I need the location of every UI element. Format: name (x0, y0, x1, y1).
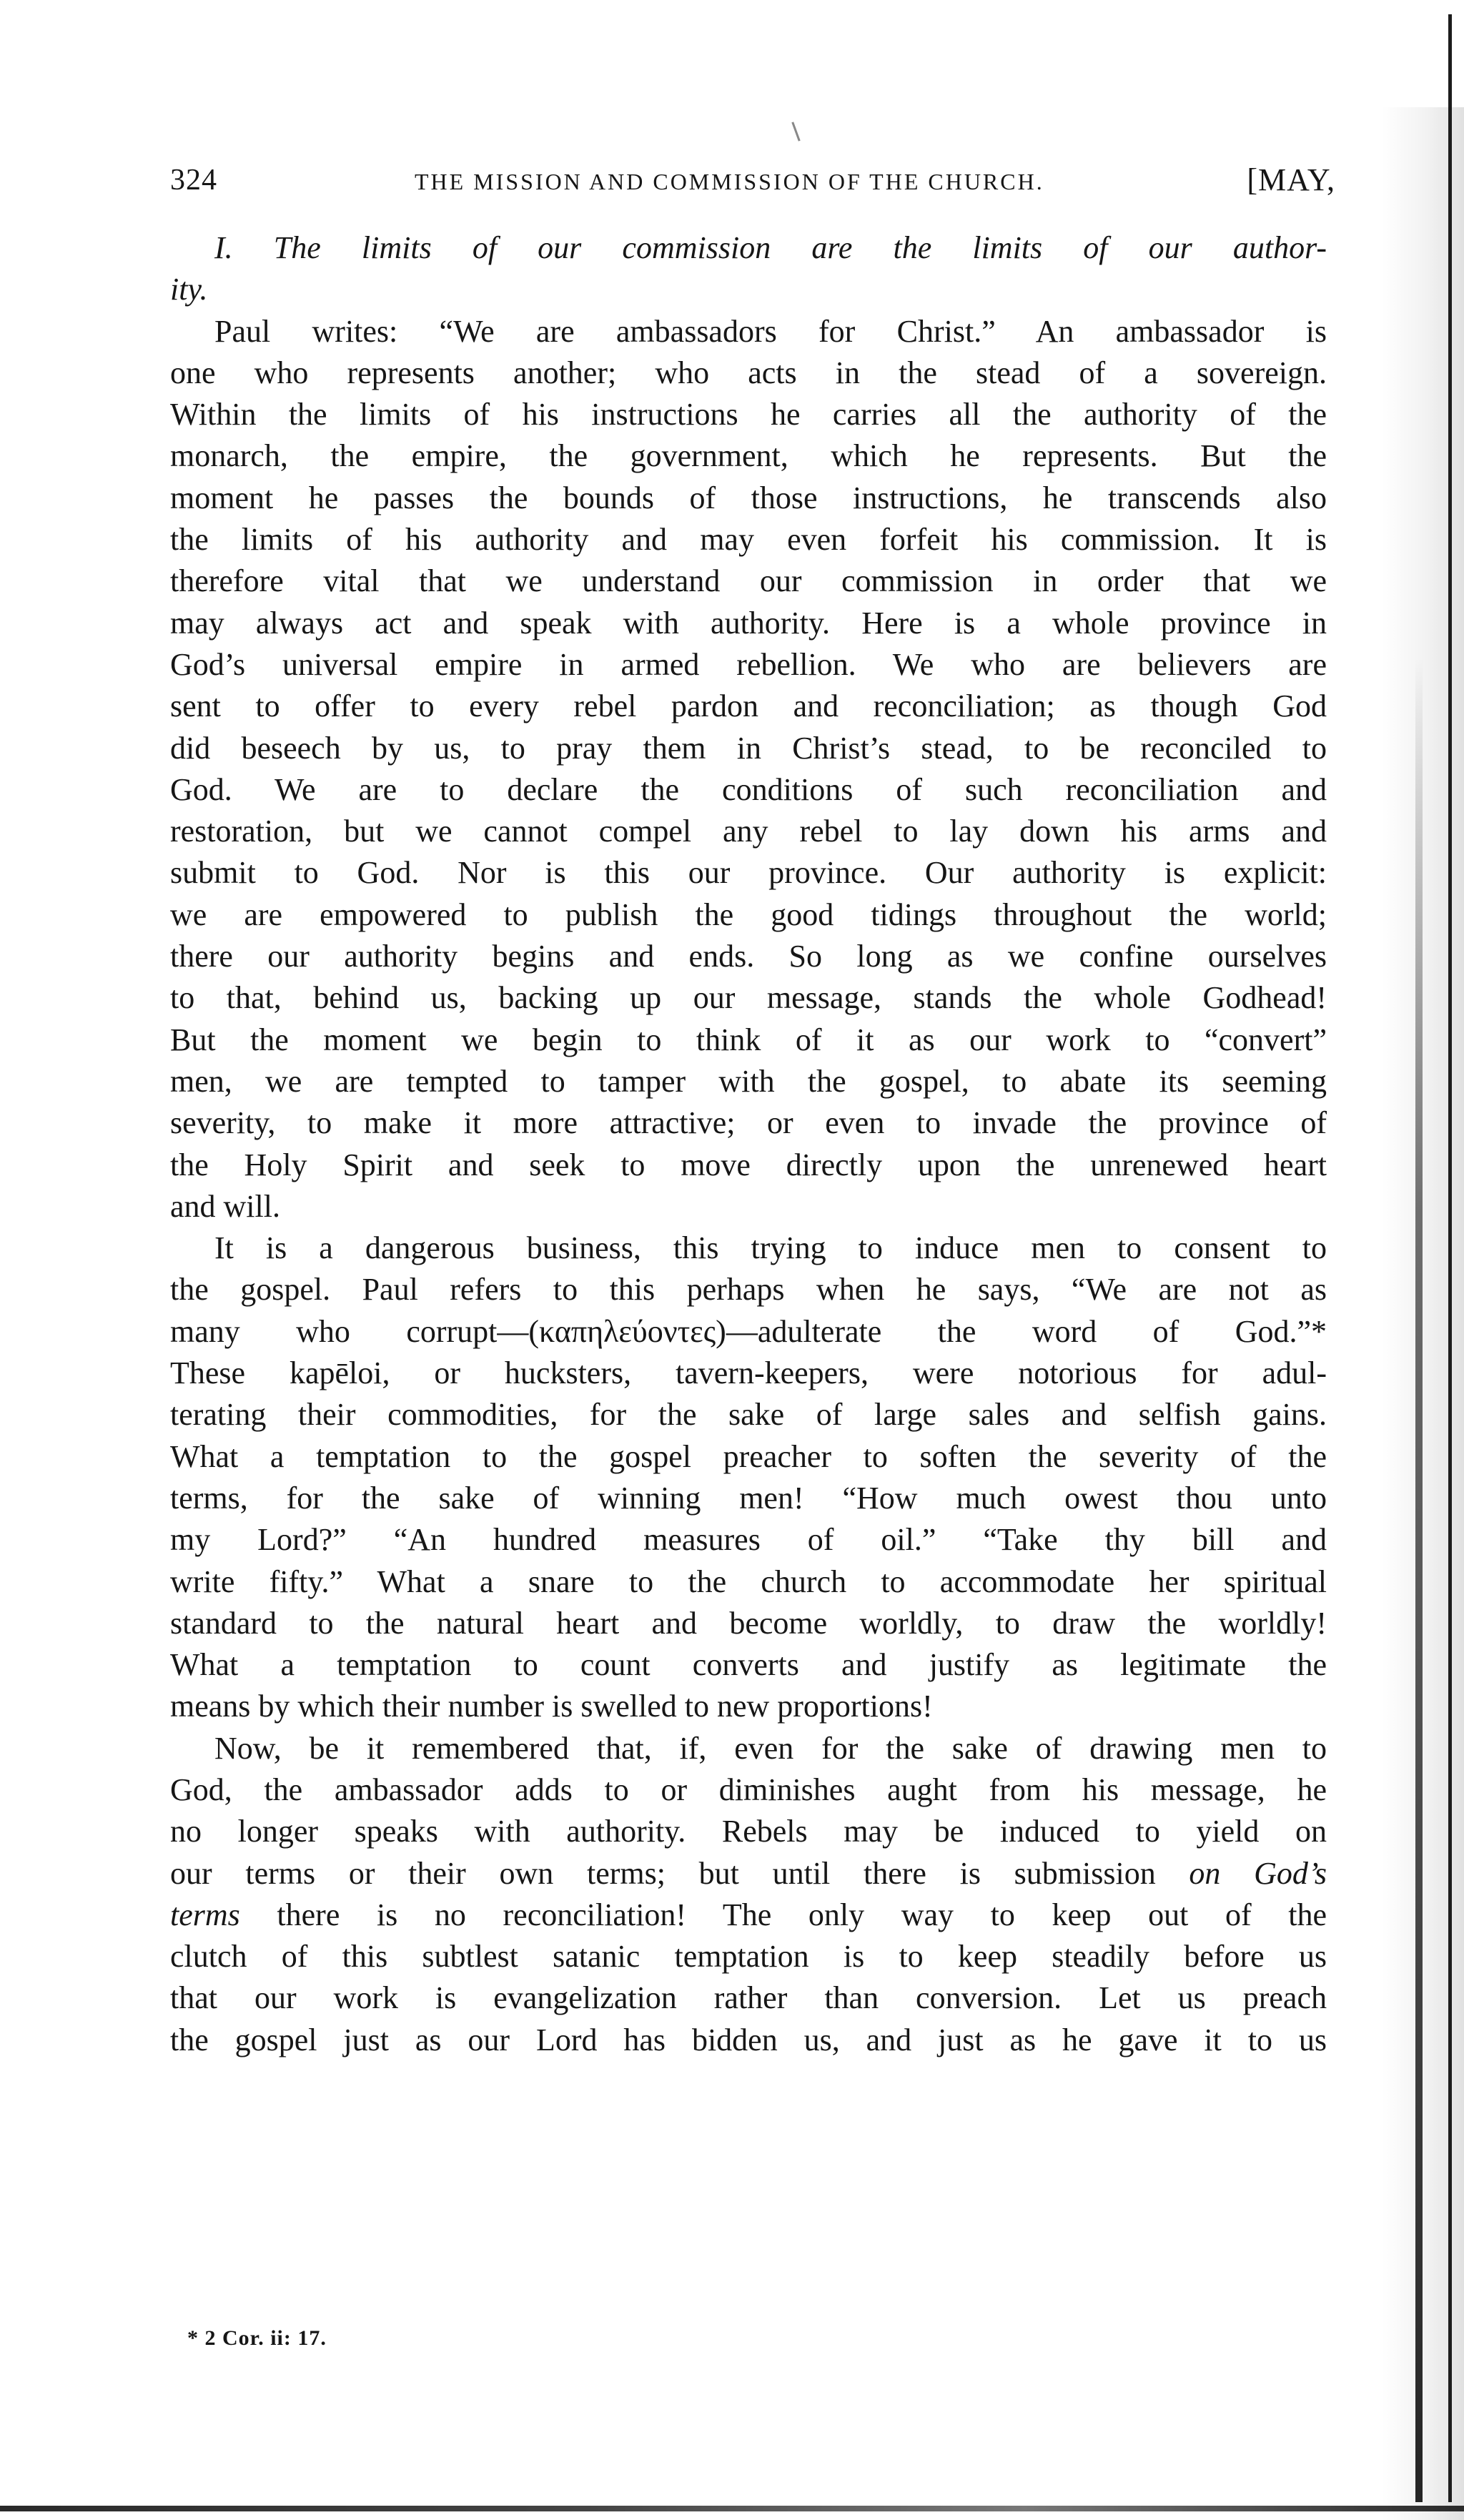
text-line: the limits of his authority and may even forfeit his commission. It is (170, 522, 1327, 558)
text-line: and will. (170, 1188, 280, 1224)
scan-speck (791, 122, 800, 141)
text-line: the Holy Spirit and seek to move directly upon the unrenewed heart (170, 1147, 1327, 1182)
text-line: we are empowered to publish the good tidings throughout the world; (170, 896, 1327, 932)
text-line: monarch, the empire, the government, which he represents. But the (170, 438, 1327, 474)
text-line: submit to God. Nor is this our province. Our authority is explicit: (170, 855, 1327, 891)
page-number: 324 (170, 164, 217, 197)
section-heading (170, 227, 1327, 311)
text-line: the gospel. Paul refers to this perhaps when he says, “We are not as (170, 1272, 1327, 1308)
article-body (170, 227, 1327, 2061)
text-line: sent to offer to every rebel pardon and reconciliation; as though God (170, 688, 1327, 724)
text-line: clutch of this subtlest satanic temptation is to keep steadily before us (170, 1939, 1327, 1975)
text-line: But the moment we begin to think of it as our work to “convert” (170, 1022, 1327, 1057)
text-line: These kapēloi, or hucksters, tavern-keepers, were notorious for adul- (170, 1355, 1327, 1391)
running-month: [MAY, (1247, 162, 1335, 197)
running-title: THE MISSION AND COMMISSION OF THE CHURCH. (415, 169, 1044, 194)
running-head (170, 163, 1335, 206)
page-edge-line (1448, 14, 1452, 2502)
text-line: write fifty.” What a snare to the church to accommodate her spiritual (170, 1563, 1327, 1599)
footnote: * 2 Cor. ii: 17. (187, 2326, 327, 2350)
text-line: there our authority begins and ends. So long as we confine ourselves (170, 939, 1327, 974)
text-line: Now, be it remembered that, if, even for the sake of drawing men to (214, 1730, 1327, 1766)
text-line: moment he passes the bounds of those instructions, he transcends also (170, 480, 1327, 515)
text-line: standard to the natural heart and become worldly, to draw the worldly! (170, 1605, 1327, 1641)
text-line: to that, behind us, backing up our message, stands the whole Godhead! (170, 980, 1327, 1016)
text-line: means by which their number is swelled to new proportions! (170, 1689, 933, 1724)
text-line: restoration, but we cannot compel any rebel to lay down his arms and (170, 814, 1327, 849)
text-line: one who represents another; who acts in the stead of a sovereign. (170, 355, 1327, 390)
text-line: that our work is evangelization rather than conversion. Let us preach (170, 1980, 1327, 2016)
text-line: my Lord?” “An hundred measures of oil.” “Take thy bill and (170, 1522, 1327, 1558)
text-segment: our terms or their own terms; but until there is submission (170, 1855, 1156, 1891)
text-line: therefore vital that we understand our commission in order that we (170, 563, 1327, 599)
text-line: It is a dangerous business, this trying to induce men to consent to (214, 1230, 1327, 1266)
text-line: What a temptation to count converts and justify as legitimate the (170, 1647, 1327, 1683)
text-line: did beseech by us, to pray them in Christ’s stead, to be reconciled to (170, 730, 1327, 766)
text-line: What a temptation to the gospel preacher to soften the severity of the (170, 1438, 1327, 1474)
text-segment: there is no reconciliation! The only way to keep out of the (277, 1897, 1327, 1932)
text-line: God, the ambassador adds to or diminishes aught from his message, he (170, 1772, 1327, 1807)
text-line: many who corrupt—(καπηλεύοντες)—adulterate the word of God.”* (170, 1313, 1327, 1349)
text-line (170, 1894, 1327, 1936)
paragraph-2 (170, 1227, 1327, 1728)
text-line: may always act and speak with authority. Here is a whole province in (170, 605, 1327, 641)
text-line: Paul writes: “We are ambassadors for Christ.” An ambassador is (214, 313, 1327, 349)
text-line: Within the limits of his instructions he carries all the authority of the (170, 397, 1327, 433)
text-line: I. The limits of our commission are the limits of our author- (214, 230, 1327, 265)
text-line: no longer speaks with authority. Rebels may be induced to yield on (170, 1814, 1327, 1849)
binding-shadow (1415, 658, 1423, 2502)
text-line: God. We are to declare the conditions of such reconciliation and (170, 771, 1327, 807)
text-line: terating their commodities, for the sake of large sales and selfish gains. (170, 1397, 1327, 1433)
text-line: terms, for the sake of winning men! “How much owest thou unto (170, 1480, 1327, 1516)
emphasis-text: on God’s (1189, 1855, 1327, 1891)
paragraph-3 (170, 1728, 1327, 2061)
text-line (170, 1853, 1327, 1894)
paragraph-1 (170, 311, 1327, 1228)
emphasis-text: terms (170, 1897, 240, 1932)
page-bottom-edge (0, 2506, 1464, 2511)
text-line: ity. (170, 272, 208, 307)
text-line: severity, to make it more attractive; or even to invade the province of (170, 1105, 1327, 1141)
text-line: men, we are tempted to tamper with the gospel, to abate its seeming (170, 1063, 1327, 1099)
text-line: the gospel just as our Lord has bidden us, and just as he gave it to us (170, 2022, 1327, 2057)
text-line: God’s universal empire in armed rebellion. We who are believers are (170, 646, 1327, 682)
